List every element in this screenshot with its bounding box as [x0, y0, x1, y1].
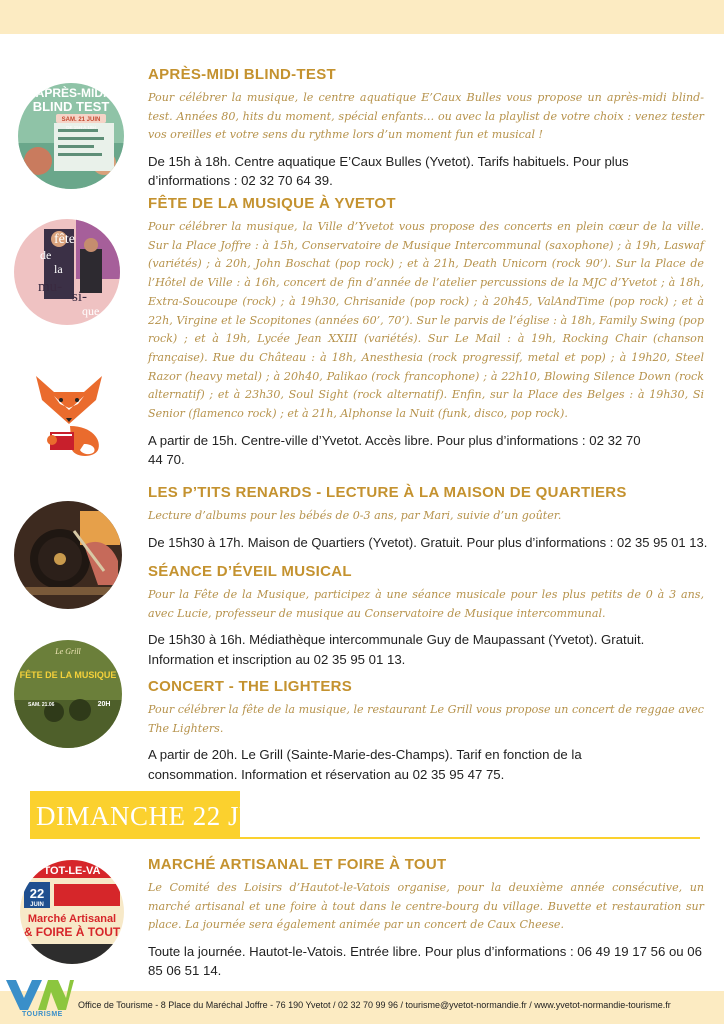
- poster-title: FÊTE DE LA MUSIQUE: [19, 670, 117, 680]
- event-ptits-renards: [148, 484, 708, 552]
- poster-right: 20H: [97, 701, 111, 708]
- marche-artisanal-poster-image: [20, 860, 124, 964]
- header-band: [0, 0, 724, 34]
- poster-line2: BLIND TEST: [32, 99, 110, 114]
- poster-day: 22: [29, 886, 45, 901]
- event-marche-artisanal: [148, 856, 704, 981]
- event-description: Le Comité des Loisirs d’Hautot-le-Vatois organise, pour la deuxième année consécutive, un marché artisanal et une foire à tout dans le centre-bourg du village. Buvette et restauration sur place. La journée sera également animée par un concert de Caux Cheese.: [148, 881, 704, 932]
- event-description: Pour célébrer la musique, la Ville d’Yvetot vous propose des concerts en plein cœur de la ville. Sur la Place Joffre : à 15h, Conservatoire de Musique Intercommunal (saxophone) ; à 19h, Laswaf (variétés) ; à 20h, John Boschat (pop rock) ; et à 21h, Death Unicorn (rock 90’). Sur la Place de l’Hôtel de Ville : à 16h, concert de fin d’année de l’atelier percussions de la MJC d’Yvetot ; à 18h, Extra-Soucoupe (rock) ; à 19h30, Chrisanide (pop rock) ; à 20h45, ValAndTime (pop rock) ; et à 22h, Virgine et le Scopitones (années 60’, 70’). Sur le parvis de l’église : à 18h, Family Swing (pop rock) ; et à 19h, Lycée Jean XXIII (variétés). Sur Le Mail : à 19h, Rocking Chair (chanson française). Rue du Château : à 18h, Anesthesia (rock progressif, metal et pop) ; à 19h20, Steel Razor (heavy metal) ; à 20h40, Palikao (rock francophone) ; à 22h10, Blowing Silence Down (rock alternatif) ; et à 23h30, Soul Sight (rock alternatif). Enfin, sur la Place des Belges : à 19h30, Si Senior (flamenco rock) ; et à 21h, Alphonse la Nuit (funk, disco, pop rock).: [148, 220, 704, 421]
- turntable-illustration-image: [14, 501, 122, 609]
- event-title: CONCERT - THE LIGHTERS: [148, 678, 353, 695]
- poster-word4: mu-: [38, 279, 63, 295]
- poster-line1: Marché Artisanal: [27, 913, 117, 925]
- event-the-lighters: [148, 678, 704, 784]
- footer-contact: Office de Tourisme - 8 Place du Maréchal Joffre - 76 190 Yvetot / 02 32 70 99 96 / tourisme@yvetot-normandie.fr / www.yvetot-normandie-tourisme.fr: [78, 1000, 671, 1010]
- event-description: Pour célébrer la fête de la musique, le restaurant Le Grill vous propose un concert de reggae avec The Lighters.: [148, 703, 704, 735]
- poster-word6: que: [82, 304, 100, 318]
- event-info: De 15h à 18h. Centre aquatique E’Caux Bulles (Yvetot). Tarifs habituels. Pour plus d’informations : 02 32 70 64 39.: [148, 154, 629, 189]
- event-eveil-musical: [148, 563, 704, 669]
- poster-line1: APRÈS-MIDI: [35, 86, 107, 100]
- poster-line2: & FOIRE À TOUT: [23, 925, 121, 939]
- logo-text: TOURISME: [22, 1011, 63, 1018]
- poster-date: SAM. 21 JUIN: [61, 117, 101, 123]
- event-info: A partir de 20h. Le Grill (Sainte-Marie-des-Champs). Tarif en fonction de la consommation. Information et réservation au 02 35 95 47 75.: [148, 747, 582, 782]
- event-fete-musique: [148, 195, 704, 469]
- poster-month: JUIN: [30, 902, 44, 908]
- le-grill-poster-image: [14, 640, 122, 748]
- event-title: SÉANCE D’ÉVEIL MUSICAL: [148, 563, 352, 580]
- poster-left: SAM. 21.06: [28, 702, 55, 708]
- poster-word3: la: [54, 262, 63, 276]
- event-title: MARCHÉ ARTISANAL ET FOIRE À TOUT: [148, 856, 447, 873]
- event-description: Pour célébrer la musique, le centre aquatique E’Caux Bulles vous propose un après-midi blind-test. Années 80, hits du moment, spécial enfants… ou avec la playlist de votre choix : venez tester vos oreilles et votre sens du rythme lors d’un moment fun et musical !: [148, 91, 704, 142]
- day-heading-rule: [240, 837, 700, 839]
- poster-word5: si-: [72, 289, 87, 305]
- event-description: Pour la Fête de la Musique, participez à une séance musicale pour les plus petits de 0 à 3 ans, avec Lucie, professeur de musique au Conservatoire de Musique intercommunal.: [148, 588, 704, 620]
- event-title: LES P’TITS RENARDS - LECTURE À LA MAISON DE QUARTIERS: [148, 484, 627, 501]
- fox-icon: [32, 370, 106, 458]
- blind-test-poster-image: [18, 83, 124, 189]
- fete-musique-poster-image: [14, 219, 120, 325]
- event-info: De 15h30 à 16h. Médiathèque intercommunale Guy de Maupassant (Yvetot). Gratuit. Information et inscription au 02 35 95 01 13.: [148, 632, 645, 667]
- event-info: De 15h30 à 17h. Maison de Quartiers (Yvetot). Gratuit. Pour plus d’informations : 02 35 95 01 13.: [148, 534, 708, 550]
- event-info: A partir de 15h. Centre-ville d’Yvetot. Accès libre. Pour plus d’informations : 02 32 70 44 70.: [148, 432, 641, 467]
- poster-word2: de: [40, 248, 52, 262]
- day-heading: DIMANCHE 22 JUIN: [36, 801, 289, 831]
- poster-top: Le Grill: [55, 647, 81, 656]
- event-blind-test: [148, 66, 704, 191]
- poster-top: TOT-LE-VA: [43, 865, 101, 877]
- event-info: Toute la journée. Hautot-le-Vatois. Entrée libre. Pour plus d’informations : 06 49 19 17 56 ou 06 85 06 51 14.: [148, 944, 702, 979]
- poster-hours: DE 15H À 18H: [66, 125, 96, 130]
- event-title: FÊTE DE LA MUSIQUE À YVETOT: [148, 195, 396, 212]
- event-title: APRÈS-MIDI BLIND-TEST: [148, 66, 336, 83]
- event-description: Lecture d’albums pour les bébés de 0-3 ans, par Mari, suivie d’un goûter.: [148, 509, 562, 522]
- poster-word1: fête: [54, 232, 75, 247]
